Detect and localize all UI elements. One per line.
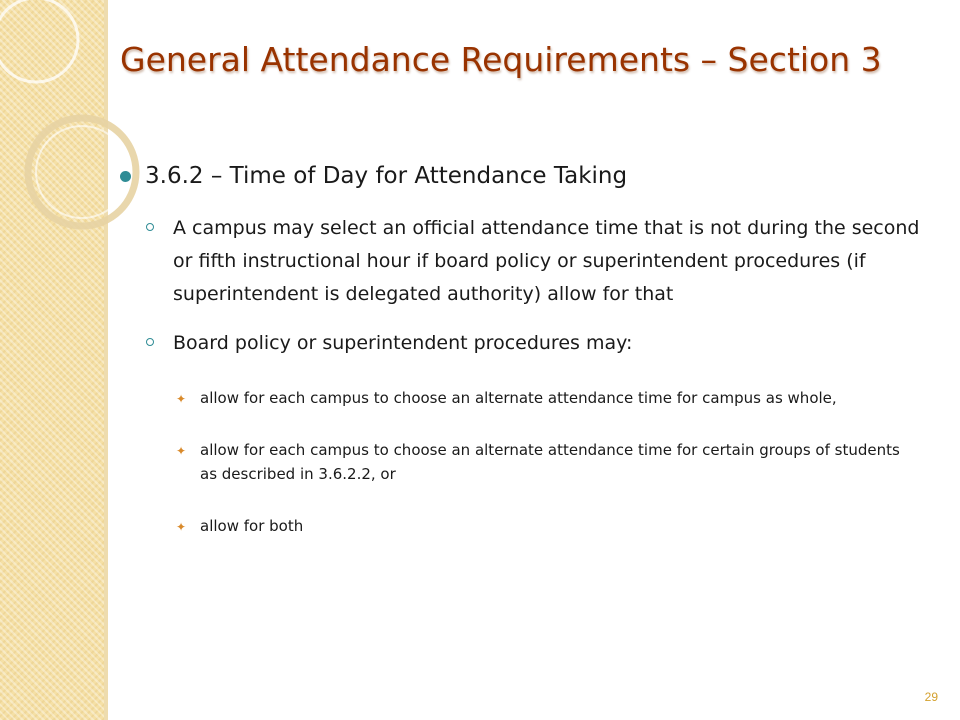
sub-bullet-1 [120, 212, 920, 311]
bullet-dot-icon [120, 171, 131, 182]
option-bullet-2 [120, 438, 900, 486]
sub-bullet-text: Board policy or superintendent procedures may: [173, 332, 633, 354]
sub-bullet-text: A campus may select an official attendance time that is not during the second or fifth instructional hour if board policy or superintendent procedures (if superintendent is delegated authority) allow for that [173, 217, 920, 305]
main-bullet-text: 3.6.2 – Time of Day for Attendance Taking [145, 163, 628, 189]
bullet-ring-icon [146, 338, 154, 346]
main-bullet [120, 160, 920, 192]
option-bullet-3 [120, 514, 900, 538]
option-text: allow for both [200, 517, 304, 535]
option-text: allow for each campus to choose an alternate attendance time for campus as whole, [200, 389, 837, 407]
option-text: allow for each campus to choose an alternate attendance time for certain groups of students as described in 3.6.2.2, or [200, 441, 900, 483]
bullet-star-icon: ✦ [176, 444, 187, 458]
sub-bullet-2 [120, 327, 920, 360]
decorative-rings-icon [0, 0, 140, 260]
bullet-star-icon: ✦ [176, 392, 187, 406]
slide-content [120, 160, 920, 566]
slide-title: General Attendance Requirements – Section 3 [120, 40, 882, 79]
bullet-star-icon: ✦ [176, 520, 187, 534]
option-bullet-1 [120, 386, 900, 410]
bullet-ring-icon [146, 223, 154, 231]
page-number: 29 [924, 690, 938, 704]
